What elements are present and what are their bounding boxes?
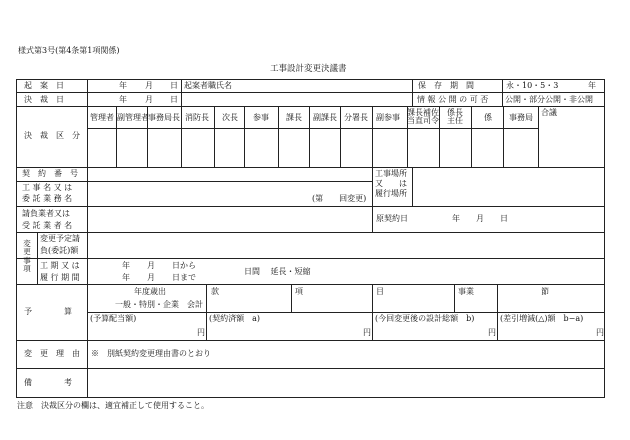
henko-jiko-label: 変更事項 <box>23 239 31 273</box>
approver-jicho: 次長 <box>222 113 238 122</box>
gen-keiyaku-label: 原契約日 <box>376 214 408 223</box>
koji-basho-line1: 工事場所 <box>375 169 407 178</box>
row-line <box>16 181 372 182</box>
approver-kanrisha: 管理者 <box>90 113 114 122</box>
yosan-label: 予 算 <box>24 307 72 316</box>
biko-label: 備 考 <box>24 378 72 387</box>
approver-fuku-kacho: 副課長 <box>313 113 337 122</box>
koki-from-day: 日から <box>172 261 196 270</box>
hozon-label: 保 存 期 間 <box>418 81 474 90</box>
col-line <box>412 79 413 106</box>
kaikei-label: 一般・特別・企業 会計 <box>115 300 203 309</box>
yen-3: 円 <box>488 328 496 337</box>
koki-to-year: 年 <box>122 273 130 282</box>
kian-year: 年 <box>119 81 127 90</box>
row-line <box>16 340 605 341</box>
col-line <box>309 106 310 167</box>
kakaricho-line2: 主任 <box>447 116 463 126</box>
col-line <box>206 284 207 340</box>
koji-mei-line1: 工 事 名 又 は <box>22 183 73 192</box>
koki-from-month: 月 <box>147 261 155 270</box>
approver-sanji: 参事 <box>253 113 269 122</box>
koji-basho-label <box>375 169 411 199</box>
col-line <box>372 284 373 340</box>
col-line <box>87 340 88 398</box>
col-line <box>538 106 539 167</box>
row-line <box>16 92 605 93</box>
kacho-hosa-line1: 課長補佐 <box>407 108 439 117</box>
koji-mei-line2: 委 託 業 務 名 <box>22 194 73 203</box>
col-line <box>37 232 38 284</box>
hozon-value: 永・10・5・3 <box>506 81 559 90</box>
col-line <box>503 106 504 167</box>
col-line <box>497 284 498 340</box>
yen-2: 円 <box>363 328 371 337</box>
row-line <box>16 368 605 369</box>
approver-kakari: 係 <box>484 113 492 122</box>
kessai-day: 日 <box>170 95 178 104</box>
sekkei-sogaku-label: (今回変更後の設計総額 b) <box>375 314 475 323</box>
col-line <box>181 106 182 167</box>
kacho-hosa-line2: 当直司令 <box>407 116 439 126</box>
ko-label: 項 <box>295 287 303 296</box>
sashihiki-label: (差引増減(△)額 b−a) <box>500 314 584 323</box>
form-number: 様式第3号(第4条第1項関係) <box>18 46 120 55</box>
col-line <box>340 106 341 167</box>
gen-keiyaku-year: 年 <box>452 214 460 223</box>
approver-fuku-kanrisha: 副管理者 <box>117 113 149 122</box>
footnote: 注意 決裁区分の欄は、適宜補正して使用すること。 <box>17 401 209 410</box>
henko-riyu-label: 変 更 理 由 <box>24 349 80 358</box>
col-line <box>181 79 182 106</box>
col-line <box>372 106 373 206</box>
approver-jimukyokucho: 事務局長 <box>148 113 180 122</box>
row-line <box>16 284 605 285</box>
gen-keiyaku-month: 月 <box>476 214 484 223</box>
approver-bunshocho: 分署長 <box>344 113 368 122</box>
row-line <box>16 106 605 107</box>
nissu-label: 日間 延長・短縮 <box>244 267 311 276</box>
koji-basho-line2: 又 は <box>375 179 407 188</box>
setsu-label: 節 <box>541 287 549 296</box>
joho-label: 情 報 公 開 の 可 否 <box>417 95 489 104</box>
row-line <box>16 232 605 233</box>
col-line <box>87 79 88 340</box>
henko-yotei-line1: 変更予定請 <box>40 234 80 243</box>
moku-label: 目 <box>376 287 384 296</box>
kian-month: 月 <box>145 81 153 90</box>
col-line <box>244 106 245 167</box>
row-line <box>87 312 605 313</box>
ukeoi-line2: 受 託 業 者 名 <box>22 221 73 230</box>
jigyo-label: 事業 <box>458 287 474 296</box>
col-line <box>471 106 472 167</box>
kan-label: 款 <box>211 287 219 296</box>
approver-jimukyoku: 事務局 <box>509 113 533 122</box>
kessai-month: 月 <box>145 95 153 104</box>
kessai-date-label: 決 裁 日 <box>24 95 64 104</box>
ukeoi-line1: 請負業者又は <box>22 209 70 218</box>
col-line <box>502 79 503 106</box>
aigi-label: 合議 <box>541 108 557 117</box>
kessai-kubun-label: 決 裁 区 分 <box>24 131 80 140</box>
yosan-haito-label: (予算配当額) <box>90 314 137 323</box>
col-line <box>454 284 455 312</box>
koki-to-month: 月 <box>147 273 155 282</box>
approver-fuku-sanji: 副参事 <box>376 113 400 122</box>
approver-kacho: 課長 <box>286 113 302 122</box>
koji-basho-line3: 履行場所 <box>375 189 407 198</box>
hozon-year: 年 <box>588 81 596 90</box>
koki-from-year: 年 <box>122 261 130 270</box>
nendo-label: 年度歳出 <box>134 287 166 296</box>
keiyaku-bango-label: 契 約 番 号 <box>22 169 78 178</box>
joho-value: 公開・部分公開・非公開 <box>505 95 593 104</box>
koki-line1: 工 期 又 は <box>40 261 80 270</box>
row-line <box>16 206 605 207</box>
row-line <box>16 167 605 168</box>
kiansha-label: 起案者職氏名 <box>184 81 232 90</box>
henko-riyu-value: ※ 別紙契約変更理由書のとおり <box>91 349 211 358</box>
approver-kakaricho <box>439 109 471 126</box>
approver-kacho-hosa <box>407 109 439 126</box>
col-line <box>278 106 279 167</box>
keiyaku-zumi-label: (契約済額 a) <box>209 314 261 323</box>
yen-4: 円 <box>596 328 604 337</box>
koki-line2: 履 行 期 間 <box>40 273 80 282</box>
henko-count: (第 回変更) <box>312 194 367 203</box>
henko-yotei-line2: 負(委託)額 <box>40 246 79 255</box>
col-line <box>214 106 215 167</box>
col-line <box>372 206 373 232</box>
kian-date-label: 起 案 日 <box>24 81 64 90</box>
col-line <box>291 284 292 312</box>
approver-shobocho: 消防長 <box>185 113 209 122</box>
page-title: 工事設計変更決議書 <box>270 64 347 74</box>
kian-day: 日 <box>170 81 178 90</box>
gen-keiyaku-day: 日 <box>500 214 508 223</box>
row-line <box>16 258 605 259</box>
kakaricho-line1: 係長 <box>447 108 463 117</box>
yen-1: 円 <box>197 328 205 337</box>
col-line <box>412 167 413 206</box>
kessai-year: 年 <box>119 95 127 104</box>
koki-to-day: 日まで <box>172 273 196 282</box>
